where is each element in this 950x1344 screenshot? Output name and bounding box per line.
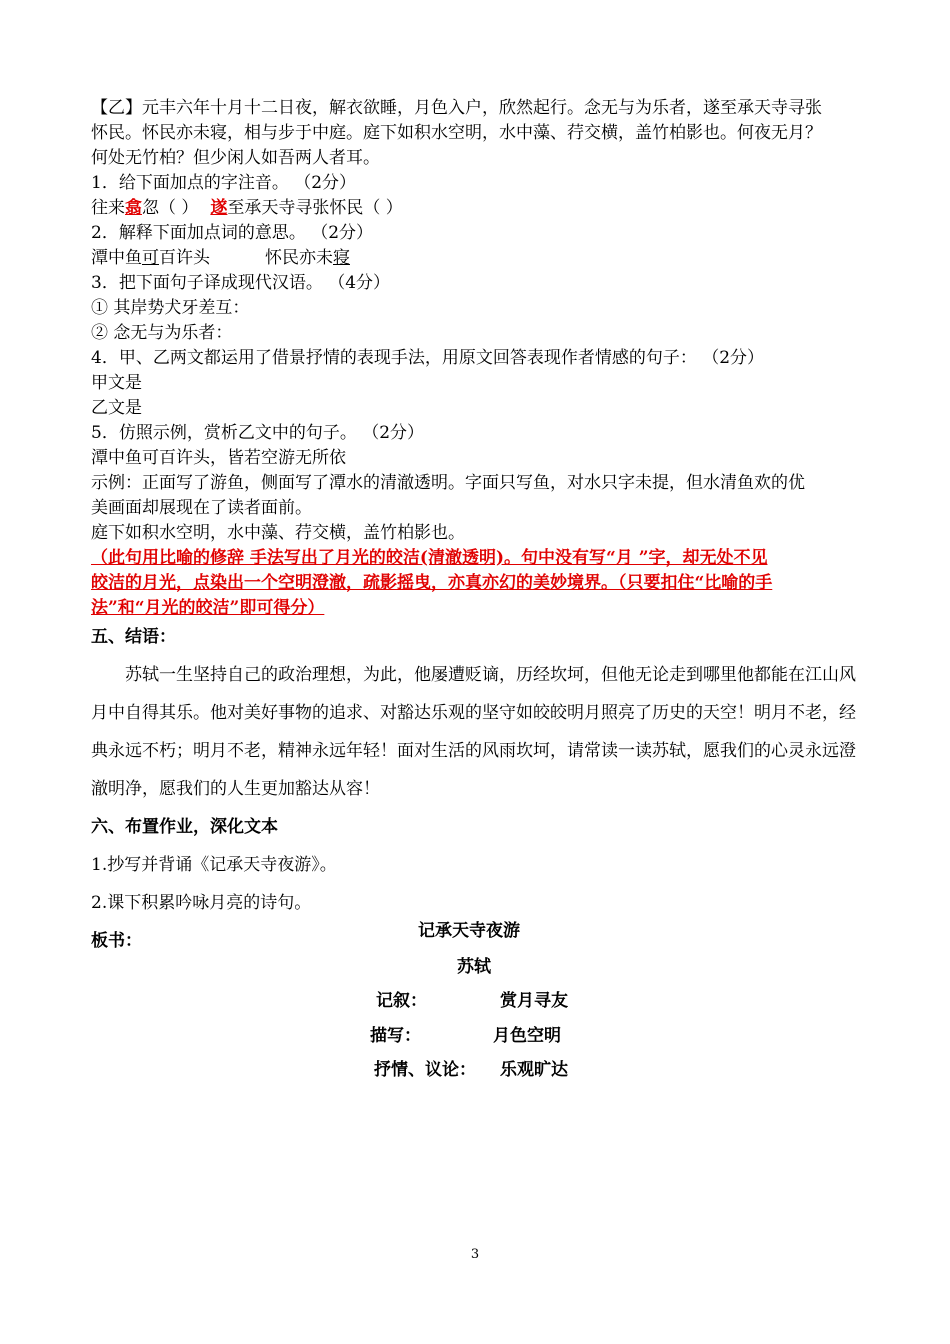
board-row-left: 抒情、议论：	[374, 1060, 476, 1080]
question-3: 3．把下面句子译成现代汉语。 （4分）	[91, 273, 391, 293]
q2-marked-char: 寝	[333, 248, 350, 268]
q5-answer-line: 皎洁的月光，点染出一个空明澄澈，疏影摇曳，亦真亦幻的美妙境界。（只要扣住“比喻的手	[91, 573, 773, 593]
q5-answer-line: （此句用比喻的修辞 手法写出了月光的皎洁(清澈透明)。句中没有写“月 ”字，却无处不见	[91, 548, 768, 568]
question-4-item: 甲文是	[91, 373, 142, 393]
section-heading-conclusion: 五、结语：	[91, 627, 176, 647]
q1-marked-char: 翕	[125, 198, 142, 218]
board-row-right: 赏月寻友	[500, 991, 568, 1011]
board-row-left: 记叙：	[376, 991, 427, 1011]
q5-answer-line: 法”和“月光的皎洁”即可得分）	[91, 598, 325, 618]
question-3-item: ① 其岸势犬牙差互：	[91, 298, 250, 318]
yi-text-line: 怀民。怀民亦未寝，相与步于中庭。庭下如积水空明，水中藻、荇交横，盖竹柏影也。何夜无月？	[91, 123, 822, 143]
yi-text-line: 何处无竹柏？但少闲人如吾两人者耳。	[91, 148, 380, 168]
q2-item-a-post: 百许头	[159, 248, 210, 268]
q5-example: 美画面却展现在了读者面前。	[91, 498, 312, 518]
board-title: 记承天寺夜游	[418, 921, 520, 941]
homework-item: 1.抄写并背诵《记承天寺夜游》。	[91, 855, 337, 875]
homework-item: 2.课下积累吟咏月亮的诗句。	[91, 893, 312, 913]
board-row-right: 乐观旷达	[500, 1060, 568, 1080]
section-heading-homework: 六、布置作业，深化文本	[91, 817, 278, 837]
board-author: 苏轼	[457, 957, 491, 977]
question-4-item: 乙文是	[91, 398, 142, 418]
board-row-left: 描写：	[370, 1026, 421, 1046]
q5-target-sentence: 庭下如积水空明，水中藻、荇交横，盖竹柏影也。	[91, 523, 465, 543]
q1-item-a-post: 忽（ ）	[142, 198, 199, 218]
page-number: 3	[470, 1247, 480, 1262]
board-row-right: 月色空明	[493, 1026, 561, 1046]
q5-example: 示例：正面写了游鱼，侧面写了潭水的清澈透明。字面只写鱼，对水只字未提，但水清鱼欢的优	[91, 473, 805, 493]
question-3-item: ② 念无与为乐者：	[91, 323, 233, 343]
q1-marked-char: 遂	[210, 198, 228, 218]
question-5: 5．仿照示例，赏析乙文中的句子。 （2分）	[91, 423, 425, 443]
q1-item-a-pre: 往来	[91, 198, 125, 218]
yi-text-line: 【乙】元丰六年十月十二日夜，解衣欲睡，月色入户，欣然起行。念无与为乐者，遂至承天寺寻张	[91, 98, 822, 118]
question-2: 2．解释下面加点词的意思。 （2分）	[91, 223, 374, 243]
q1-item-b-post: 至承天寺寻张怀民（ ）	[227, 198, 403, 218]
q5-sample-sentence: 潭中鱼可百许头，皆若空游无所依	[91, 448, 346, 468]
conclusion-paragraph: 苏轼一生坚持自己的政治理想，为此，他屡遭贬谪，历经坎坷，但他无论走到哪里他都能在江山风月中自得其乐。他对美好事物的追求、对豁达乐观的坚守如皎皎明月照亮了历史的天空！明月不老，经典永远不朽；明月不老，精神永远年轻！面对生活的风雨坎坷，请常读一读苏轼，愿我们的心灵永远澄澈明净，愿我们的人生更加豁达从容！	[91, 665, 856, 799]
question-1: 1．给下面加点的字注音。 （2分）	[91, 173, 357, 193]
question-4: 4．甲、乙两文都运用了借景抒情的表现手法，用原文回答表现作者情感的句子： （2分）	[91, 348, 765, 368]
q2-item-b-pre: 怀民亦未	[265, 248, 333, 268]
board-label: 板书：	[91, 931, 142, 951]
q2-item-a-pre: 潭中鱼	[91, 248, 142, 268]
q2-marked-char: 可	[142, 248, 159, 268]
